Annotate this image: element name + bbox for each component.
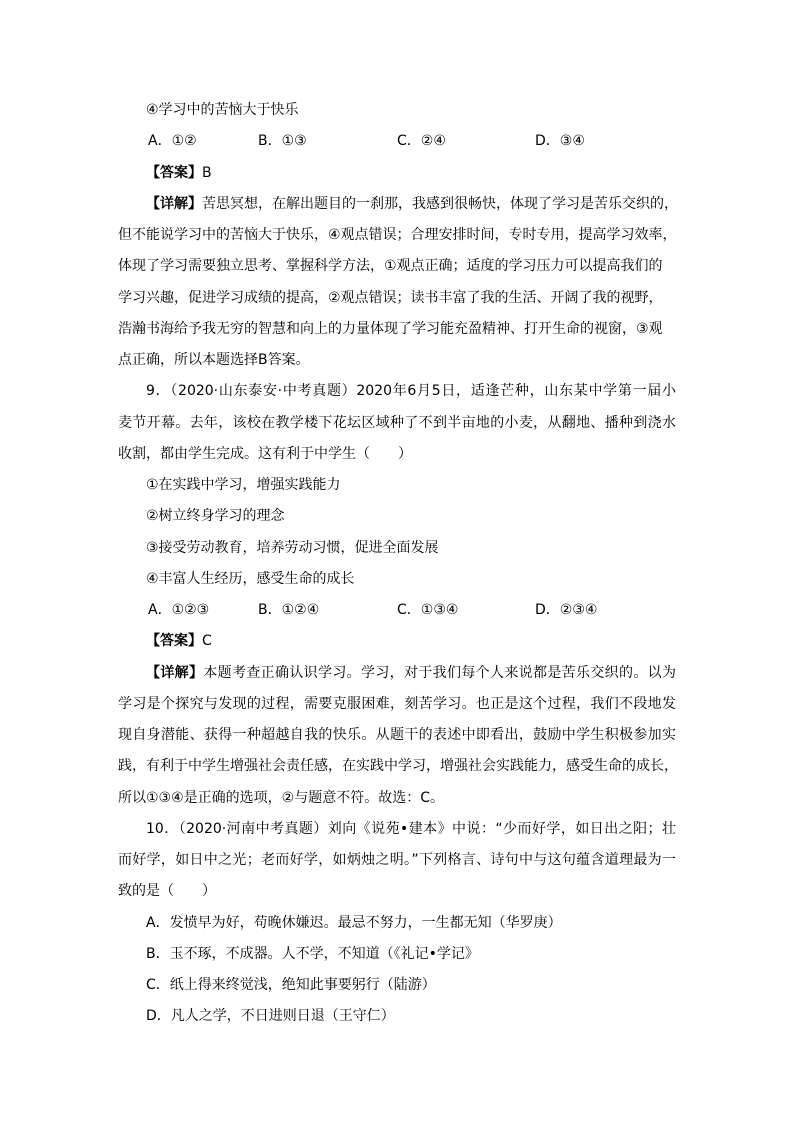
q9-option-b: B．①②④: [258, 602, 320, 618]
q8-option-d: D．③④: [535, 133, 585, 150]
q9-detail-line: 所以①③④是正确的选项，②与题意不符。故选：C。: [118, 789, 444, 806]
q10-option-a: A．发愤早为好，苟晚休嫌迟。最忌不努力，一生都无知（华罗庚）: [146, 914, 562, 931]
q8-item-4: ④学习中的苦恼大于快乐: [146, 102, 299, 118]
detail-text: 苦思冥想，在解出题目的一刹那，我感到很畅快，体现了学习是苦乐交织的，: [202, 195, 678, 212]
q8-detail-line: 体现了学习需要独立思考、掌握科学方法，①观点正确；适度的学习压力可以提高我们的: [118, 258, 663, 275]
q8-answer: [118, 158, 676, 189]
q9-answer: [118, 626, 676, 657]
answer-label: 【答案】: [146, 164, 202, 181]
q9-options: [118, 595, 676, 626]
detail-label: 【详解】: [146, 664, 204, 681]
q8-detail-line: 点正确，所以本题选择B答案。: [118, 352, 310, 368]
q8-option-a: A．①②: [148, 133, 197, 150]
detail-label: 【详解】: [146, 195, 202, 212]
q9-detail-line: 学习是个探究与发现的过程，需要克服困难，刻苦学习。也正是这个过程，我们不段地发: [118, 695, 676, 712]
q9-option-c: C．①③④: [397, 602, 459, 618]
answer-label: 【答案】: [146, 633, 202, 650]
q9-detail-line: [118, 658, 676, 689]
q10-stem-line: 10．（2020·河南中考真题）刘向《说苑•建本》中说：“少而好学，如日出之阳；壮: [146, 820, 676, 837]
q9-detail-line: 践，有利于中学生增强社会责任感，在实践中学习，增强社会实践能力，感受生命的成长，: [118, 758, 678, 775]
q8-detail-line: 学习兴趣，促进学习成绩的提高，②观点错误；读书丰富了我的生活、开阔了我的视野，: [118, 289, 663, 306]
q8-detail-line: 浩瀚书海给予我无穷的智慧和向上的力量体现了学习能充盈精神、打开生命的视窗，③观: [118, 320, 663, 337]
answer-value: C: [202, 633, 212, 650]
q10-option-c: C．纸上得来终觉浅，绝知此事要躬行（陆游）: [146, 977, 436, 993]
q8-options: [118, 126, 676, 157]
q10-option-b: B．玉不琢，不成器。人不学，不知道（《礼记•学记》: [146, 945, 479, 962]
q9-stem-line: 9．（2020·山东泰安·中考真题）2020年6月5日，适逢芒种，山东某中学第一届小: [146, 383, 676, 400]
document-page: [118, 95, 676, 1033]
q9-option-a: A．①②③: [148, 602, 210, 618]
q8-detail-line: [118, 189, 676, 220]
q8-option-c: C．②④: [397, 133, 446, 150]
q8-option-b: B．①③: [258, 133, 307, 150]
q10-option-d: D．凡人之学，不日进则日退（王守仁）: [146, 1008, 395, 1025]
q9-item: ③接受劳动教育，培养劳动习惯，促进全面发展: [146, 539, 439, 556]
q10-stem-line: 致的是（ ）: [118, 883, 216, 900]
q9-stem-line: 麦节开幕。去年，该校在教学楼下花坛区域种了不到半亩地的小麦，从翻地、播种到浇水: [118, 414, 676, 431]
q9-item: ②树立终身学习的理念: [146, 508, 285, 525]
q9-stem-line: 收割，都由学生完成。这有利于中学生（ ）: [118, 445, 412, 462]
q8-detail-line: 但不能说学习中的苦恼大于快乐，④观点错误；合理安排时间，专时专用，提高学习效率，: [118, 227, 677, 243]
answer-value: B: [202, 164, 212, 181]
q9-option-d: D．②③④: [535, 602, 598, 618]
detail-text: 本题考查正确认识学习。学习，对于我们每个人来说都是苦乐交织的。以为: [203, 664, 677, 681]
q10-stem-line: 而好学，如日中之光；老而好学，如炳烛之明。”下列格言、诗句中与这句蕴含道理最为一: [118, 852, 676, 868]
q9-detail-line: 现自身潜能、获得一种超越自我的快乐。从题干的表述中即看出，鼓励中学生积极参加实: [118, 727, 676, 743]
q9-item: ①在实践中学习，增强实践能力: [146, 477, 341, 493]
q9-item: ④丰富人生经历，感受生命的成长: [146, 570, 355, 587]
